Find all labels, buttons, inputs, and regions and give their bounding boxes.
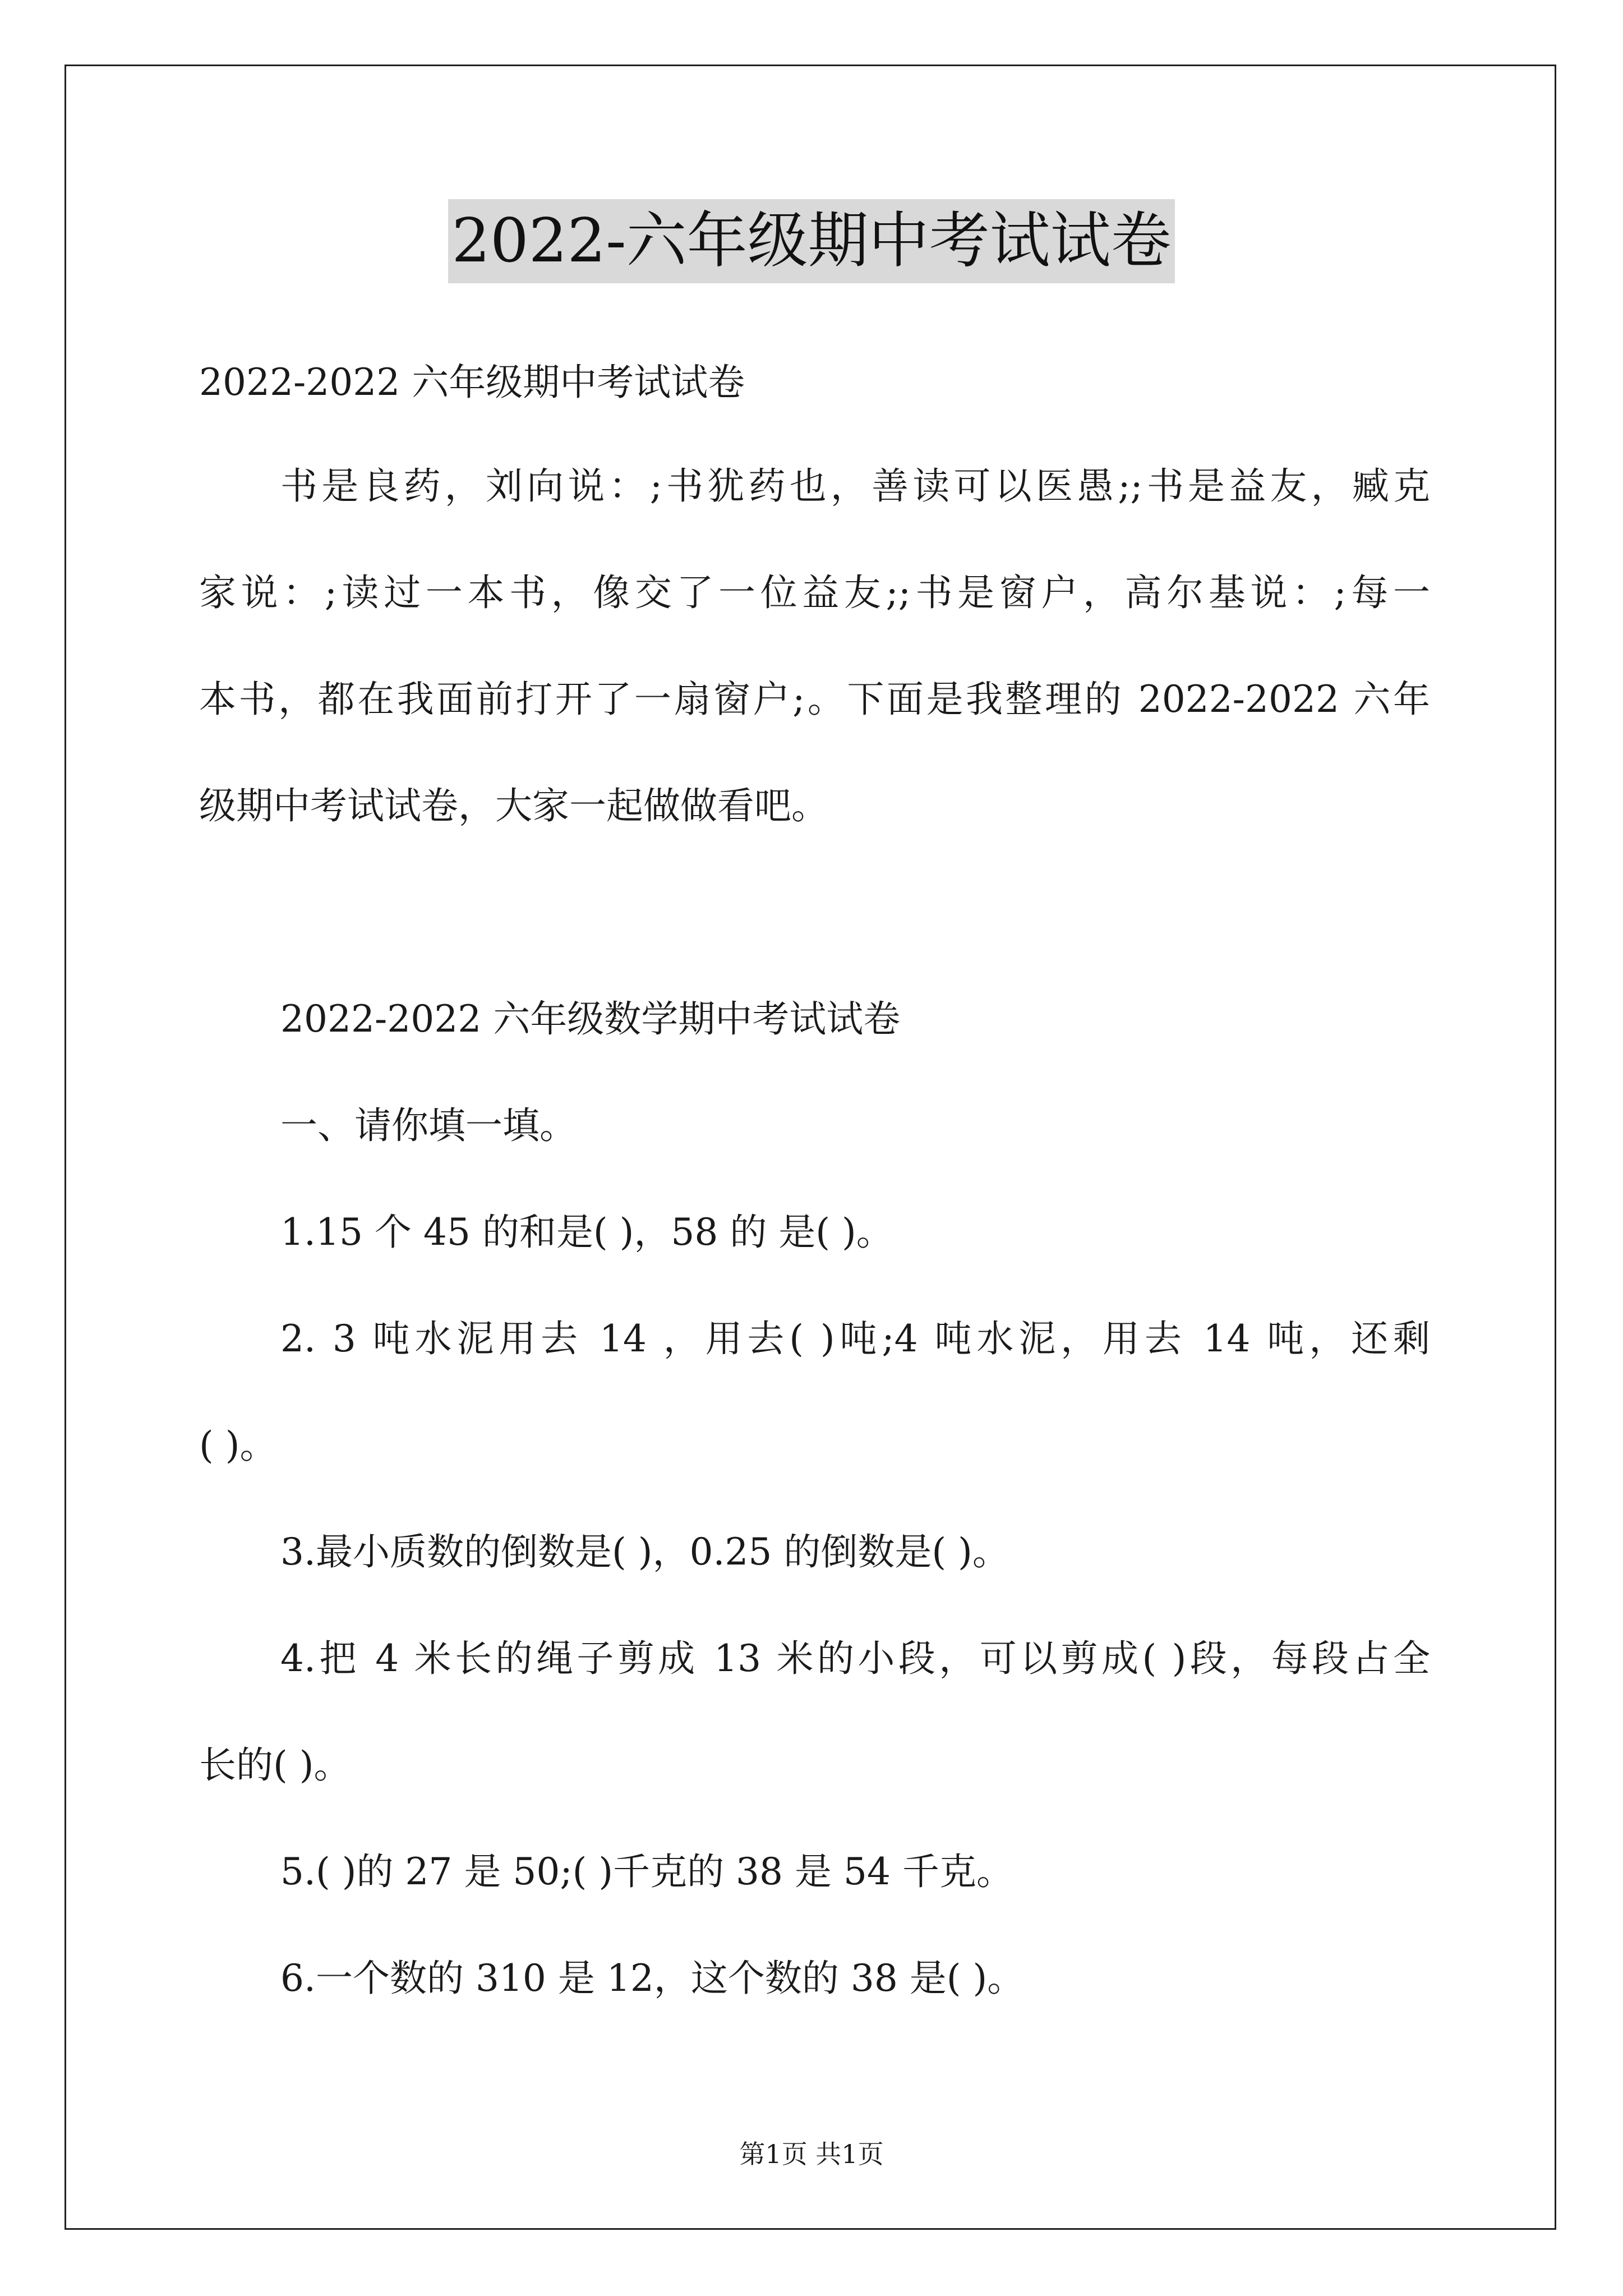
question-3: 3.最小质数的倒数是( )，0.25 的倒数是( )。 xyxy=(280,1530,1009,1573)
paragraph-line: 书是良药，刘向说：;书犹药也，善读可以医愚;;书是益友，臧克 xyxy=(280,464,1430,508)
question-2-continued: ( )。 xyxy=(199,1424,277,1467)
question-5: 5.( )的 27 是 50;( )千克的 38 是 54 千克。 xyxy=(280,1850,1013,1893)
question-4: 4.把 4 米长的绳子剪成 13 米的小段，可以剪成( )段，每段占全 xyxy=(280,1637,1430,1680)
question-4-continued: 长的( )。 xyxy=(199,1743,351,1787)
page-footer: 第1页 共1页 xyxy=(739,2139,884,2169)
title-container xyxy=(0,199,1623,283)
paragraph-line: 本书，都在我面前打开了一扇窗户;。下面是我整理的 2022-2022 六年 xyxy=(199,678,1430,721)
question-2: 2. 3 吨水泥用去 14 ，用去( )吨;4 吨水泥，用去 14 吨，还剩 xyxy=(280,1317,1430,1360)
question-1: 1.15 个 45 的和是( )，58 的 是( )。 xyxy=(280,1211,893,1254)
paragraph-line: 级期中考试试卷，大家一起做做看吧。 xyxy=(199,784,828,827)
section-heading: 2022-2022 六年级数学期中考试试卷 xyxy=(280,997,901,1041)
section-subheading: 一、请你填一填。 xyxy=(280,1104,577,1147)
document-title: 2022-六年级期中考试试卷 xyxy=(448,199,1174,283)
question-6: 6.一个数的 310 是 12，这个数的 38 是( )。 xyxy=(280,1957,1025,2000)
subtitle-line: 2022-2022 六年级期中考试试卷 xyxy=(199,361,745,404)
paragraph-line: 家说：;读过一本书，像交了一位益友;;书是窗户，高尔基说：;每一 xyxy=(199,571,1430,614)
